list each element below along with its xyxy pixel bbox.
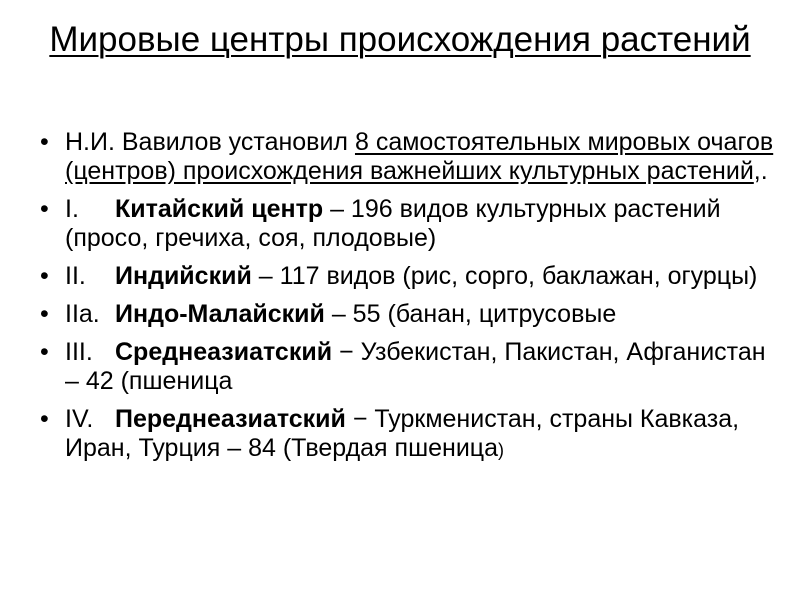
center-description: − Узбекистан, Пакистан, Афганистан – 42 (пшеница <box>65 338 766 395</box>
bullet-list <box>40 128 780 474</box>
bullet-icon: • <box>40 300 49 328</box>
center-description: – 55 (банан, цитрусовые <box>324 300 617 328</box>
item-tail-text: ,. <box>753 157 768 185</box>
item-underlined-text: 8 самостоятельных мировых очагов (центров) происхождения важнейших культурных растений <box>65 128 774 185</box>
bullet-icon: • <box>40 405 49 433</box>
bullet-icon: • <box>40 195 49 223</box>
center-description: − Туркменистан, страны Кавказа, Иран, Турция – 84 (Твердая пшеница <box>65 405 740 462</box>
slide-title: Мировые центры происхождения растений <box>49 20 751 59</box>
list-item <box>40 405 780 465</box>
item-numeral: I. <box>65 195 79 223</box>
list-item <box>40 300 780 329</box>
bullet-icon: • <box>40 128 49 156</box>
center-name: Индийский <box>115 262 252 290</box>
center-name: Переднеазиатский <box>115 405 346 433</box>
bullet-icon: • <box>40 262 49 290</box>
list-item <box>40 128 780 186</box>
center-name: Среднеазиатский <box>115 338 333 366</box>
list-item <box>40 195 780 253</box>
item-numeral: IV. <box>65 405 94 433</box>
list-item <box>40 338 780 396</box>
closing-paren: ) <box>498 440 505 460</box>
center-description: – 196 видов культурных растений (просо, гречиха, соя, плодовые) <box>65 195 721 252</box>
item-numeral: IIa. <box>65 300 100 328</box>
center-description: – 117 видов (рис, сорго, баклажан, огурцы) <box>251 262 758 290</box>
item-numeral: II. <box>65 262 86 290</box>
center-name: Индо-Малайский <box>115 300 325 328</box>
list-item <box>40 262 780 291</box>
item-numeral: III. <box>65 338 93 366</box>
center-name: Китайский центр <box>115 195 324 223</box>
bullet-icon: • <box>40 338 49 366</box>
item-lead-text: Н.И. Вавилов установил <box>65 128 355 156</box>
